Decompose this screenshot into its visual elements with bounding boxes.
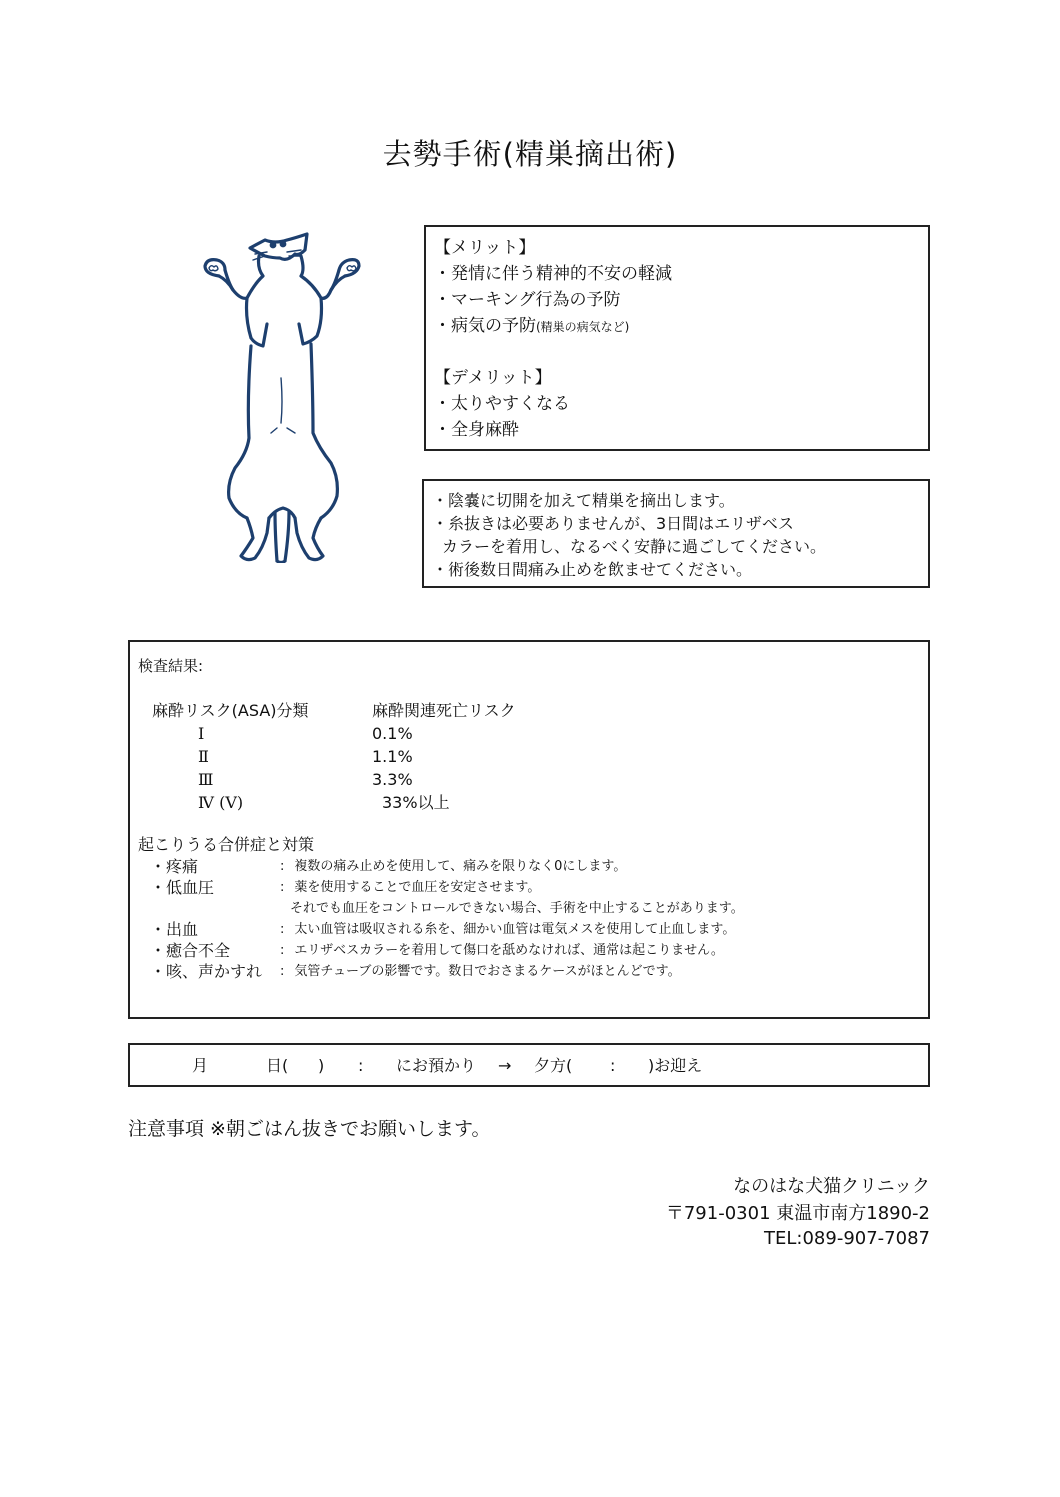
- complication-row: [150, 940, 928, 961]
- time-colon: :: [358, 1056, 364, 1075]
- weekday-close: ): [318, 1056, 325, 1075]
- complication-row: [150, 898, 928, 919]
- complication-row: [150, 919, 928, 940]
- complication-colon: :: [280, 943, 285, 958]
- procedure-line: ・陰嚢に切開を加えて精巣を摘出します。: [432, 491, 735, 510]
- complication-name: ・出血: [150, 920, 199, 939]
- asa-class: Ⅰ: [198, 724, 205, 743]
- schedule-box: [128, 1043, 930, 1087]
- day-label: 日(: [266, 1056, 289, 1075]
- complication-name: ・咳、声かすれ: [150, 962, 263, 981]
- clinic-name: なのはな犬猫クリニック: [733, 1176, 930, 1197]
- page-title: 去勢手術(精巣摘出術): [382, 137, 678, 171]
- complication-name: ・癒合不全: [150, 941, 231, 960]
- complication-row: [150, 856, 928, 877]
- results-box: [128, 640, 930, 1019]
- procedure-box: [422, 479, 930, 588]
- complication-colon: :: [280, 964, 285, 979]
- complication-desc: 太い血管は吸収される糸を、細かい血管は電気メスを使用して止血します。: [294, 922, 736, 937]
- complication-desc: 薬を使用することで血圧を安定させます。: [294, 880, 541, 895]
- asa-row: [152, 768, 928, 791]
- demerit-item: ・全身麻酔: [434, 420, 519, 440]
- asa-risk: 1.1%: [372, 747, 413, 766]
- complication-name: ・疼痛: [150, 857, 199, 876]
- complication-colon: :: [280, 880, 285, 895]
- clinic-tel: TEL:089-907-7087: [764, 1228, 930, 1249]
- asa-row: [152, 722, 928, 745]
- merit-heading: 【メリット】: [434, 238, 536, 258]
- asa-col2-header: 麻酔関連死亡リスク: [372, 701, 516, 720]
- asa-row: [152, 745, 928, 768]
- complication-name: ・低血圧: [150, 878, 215, 897]
- merit-item-text: ・病気の予防: [434, 316, 536, 336]
- pickup-colon: :: [610, 1056, 616, 1075]
- complications-list: [150, 856, 928, 982]
- pickup-prefix: 夕方(: [534, 1056, 573, 1075]
- complication-colon: :: [280, 859, 285, 874]
- merits-box: [424, 225, 930, 451]
- asa-header-row: [152, 699, 928, 722]
- complication-desc: 複数の痛み止めを使用して、痛みを限りなく0にします。: [294, 859, 627, 874]
- asa-col1-header: 麻酔リスク(ASA)分類: [152, 701, 309, 720]
- complication-colon: :: [280, 922, 285, 937]
- clinic-address: 〒791-0301 東温市南方1890-2: [665, 1203, 930, 1224]
- asa-class: Ⅱ: [198, 747, 209, 766]
- month-label: 月: [192, 1056, 209, 1075]
- merit-item: ・発情に伴う精神的不安の軽減: [434, 264, 672, 284]
- notice-text: 注意事項 ※朝ごはん抜きでお願いします。: [128, 1118, 491, 1140]
- arrow-icon: →: [498, 1056, 512, 1075]
- dropoff-label: にお預かり: [396, 1056, 477, 1075]
- demerit-item: ・太りやすくなる: [434, 394, 570, 414]
- asa-risk: 33%以上: [382, 793, 450, 812]
- asa-class: Ⅳ (Ⅴ): [198, 793, 244, 812]
- procedure-line: ・糸抜きは必要ありませんが、3日間はエリザベス: [432, 514, 794, 533]
- complications-heading: 起こりうる合併症と対策: [138, 835, 315, 854]
- demerit-heading: 【デメリット】: [434, 368, 552, 388]
- complication-desc: エリザベスカラーを着用して傷口を舐めなければ、通常は起こりません。: [294, 943, 724, 958]
- asa-table: [152, 699, 928, 814]
- complication-row: [150, 961, 928, 982]
- merit-item-note: (精巣の病気など): [536, 320, 630, 334]
- asa-risk: 0.1%: [372, 724, 413, 743]
- merit-item: ・マーキング行為の予防: [434, 290, 621, 310]
- asa-row: [152, 791, 928, 814]
- merit-item: [434, 313, 928, 339]
- results-heading: 検査結果:: [138, 657, 204, 675]
- cat-illustration-icon: [195, 228, 370, 563]
- complication-desc: 気管チューブの影響です。数日でおさまるケースがほとんどです。: [294, 964, 681, 979]
- procedure-line: カラーを着用し、なるべく安静に過ごしてください。: [442, 537, 827, 556]
- pickup-suffix: )お迎え: [648, 1056, 703, 1075]
- complication-desc: それでも血圧をコントロールできない場合、手術を中止することがあります。: [290, 901, 744, 916]
- complication-row: [150, 877, 928, 898]
- procedure-line: ・術後数日間痛み止めを飲ませてください。: [432, 560, 753, 579]
- asa-class: Ⅲ: [198, 770, 214, 789]
- asa-risk: 3.3%: [372, 770, 413, 789]
